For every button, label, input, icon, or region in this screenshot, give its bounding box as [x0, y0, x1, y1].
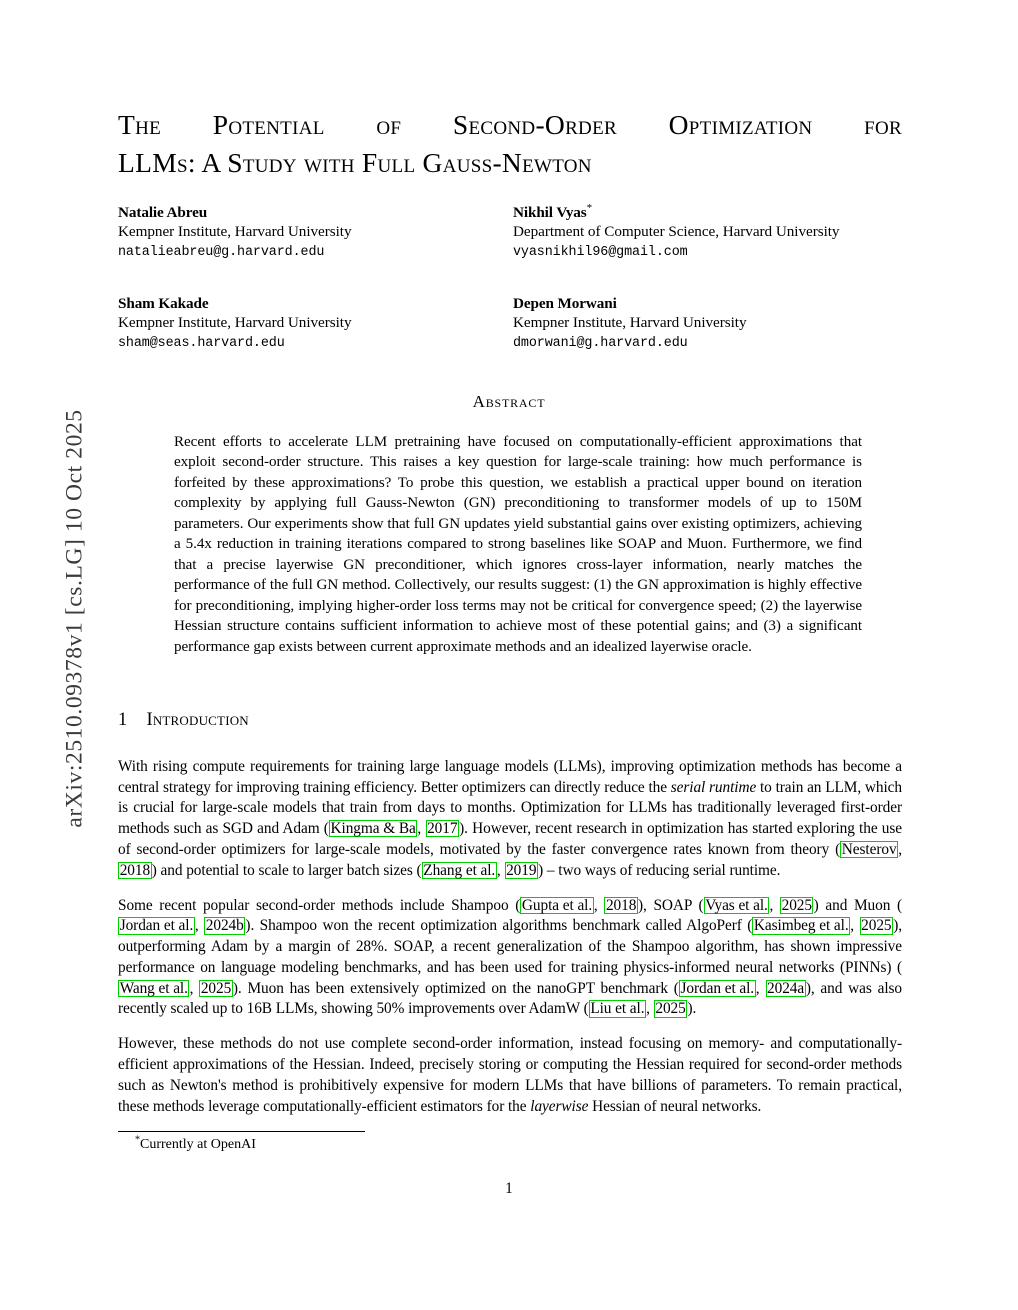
citation-year-link[interactable]: 2018: [119, 861, 151, 879]
author-name-text: Depen Morwani: [513, 295, 617, 312]
author-name: [118, 294, 513, 313]
footnote-marker: *: [135, 1134, 140, 1146]
author-email[interactable]: dmorwani@g.harvard.edu: [513, 336, 688, 351]
section-heading-introduction: [118, 710, 249, 731]
body-text: [118, 757, 902, 1117]
citation-year-link[interactable]: 2025: [861, 917, 892, 935]
text-run: ). Muon has been extensively optimized on the nanoGPT benchmark (: [232, 979, 679, 997]
author-name-text: Natalie Abreu: [118, 204, 208, 221]
citation-link[interactable]: Nesterov: [841, 840, 897, 858]
citation-link[interactable]: Jordan et al.: [680, 979, 755, 997]
citation-year-link[interactable]: 2024a: [767, 979, 805, 997]
footnote-divider: [118, 1131, 365, 1132]
author-name-text: Sham Kakade: [118, 295, 209, 312]
text-run: ). However, recent research in optimization has started exploring the use of second-order optimizers for large-scale models, motivated by the faster convergence rates known from theory (: [118, 820, 902, 858]
text-run: ). Shampoo won the recent optimization algorithms benchmark called AlgoPerf (: [245, 917, 753, 935]
citation-year-link[interactable]: 2017: [427, 820, 458, 838]
author-name-text: Nikhil Vyas: [513, 204, 587, 221]
citation-year-link[interactable]: 2024b: [205, 917, 244, 935]
text-run: Some recent popular second-order methods include Shampoo (: [118, 896, 521, 914]
citation-link[interactable]: Kasimbeg et al.: [753, 917, 849, 935]
author-row: [118, 203, 908, 263]
author-affiliation: Kempner Institute, Harvard University: [513, 314, 747, 331]
text-run: With rising compute requirements for training large language models (LLMs), improving optimization methods has become a central strategy for improving training efficiency. Better optimizers can directly reduce the: [118, 758, 902, 796]
text-run: ) – two ways of reducing serial runtime.: [538, 861, 781, 879]
text-run: to train an LLM, which is crucial for large-scale models that train from days to months. Optimization for LLMs has traditionally leveraged first-order methods such as SGD and Adam (: [118, 778, 902, 838]
author-affiliation: Kempner Institute, Harvard University: [118, 314, 352, 331]
paragraph-2: Some recent popular second-order methods include Shampoo ( Gupta et al. , 2018 ), SOAP ( Vyas et al. , 2025 ) and Muon (Jordan et al. , 2024b ). Shampoo won the recent optimization algorithms benchmark called AlgoPerf ( Kasimbeg et al. , 2025 ), outperforming Adam by a margin of 28%. SOAP, a recent generalization of the Shampoo algorithm, has shown impressive performance on language modeling benchmarks, and has been used for training physics-informed neural networks (PINNs) (Wang et al. , 2025 ). Muon has been extensively optimized on the nanoGPT benchmark ( Jordan et al. , 2024a ), and was also recently scaled up to 16B LLMs, showing 50% improvements over AdamW ( Liu et al. , 2025 ).: [118, 896, 902, 1018]
page-number: 1: [505, 1180, 513, 1197]
citation-year-link[interactable]: 2019: [506, 861, 537, 879]
author-entry: [513, 294, 908, 354]
text-run: ), and was also recently scaled up to 16B LLMs, showing 50% improvements over AdamW (: [118, 979, 902, 1018]
author-footnote-marker: *: [586, 201, 593, 214]
author-affiliation: Kempner Institute, Harvard University: [118, 223, 352, 240]
paragraph-3: [118, 1034, 902, 1117]
author-entry: [513, 203, 908, 263]
author-block: [118, 203, 908, 385]
author-entry: [118, 294, 513, 354]
abstract-heading: Abstract: [472, 392, 546, 411]
text-run: ) and potential to scale to larger batch sizes (: [151, 861, 422, 879]
title-line-2: LLMs: A Study with Full Gauss-Newton: [118, 147, 592, 178]
page-title: [118, 106, 902, 182]
author-entry: [118, 203, 513, 263]
author-name: [118, 203, 513, 222]
text-run: ), SOAP (: [638, 896, 704, 914]
author-affiliation: Department of Computer Science, Harvard University: [513, 223, 840, 240]
author-row: [118, 294, 908, 354]
footnote-text: Currently at OpenAI: [140, 1137, 256, 1152]
author-email[interactable]: natalieabreu@g.harvard.edu: [118, 245, 325, 260]
text-run: Hessian of neural networks.: [588, 1097, 762, 1115]
text-run: ), outperforming Adam by a margin of 28%. SOAP, a recent generalization of the Shampoo algorithm, has shown impressive performance on language modeling benchmarks, and has been used for training physics-informed neural networks (PINNs) (: [118, 917, 902, 976]
citation-year-link[interactable]: 2018: [605, 896, 637, 914]
citation-link[interactable]: Kingma & Ba: [330, 820, 416, 838]
footnote: [135, 1136, 256, 1154]
citation-link[interactable]: Zhang et al.: [423, 861, 496, 879]
citation-link[interactable]: Vyas et al.: [705, 896, 768, 914]
author-name: [513, 294, 908, 313]
text-run: ).: [687, 1000, 697, 1018]
citation-link[interactable]: Wang et al.: [119, 979, 188, 997]
citation-link[interactable]: Liu et al.: [590, 1000, 645, 1018]
author-name: [513, 203, 908, 222]
text-run: However, these methods do not use complete second-order information, instead focusing on memory- and computationally-efficient approximations of the Hessian. Indeed, precisely storing or computing the Hessian required for second-order methods such as Newton's method is prohibitively expensive for modern LLMs that have billions of parameters. To remain practical, these methods leverage computationally-efficient estimators for the: [118, 1035, 902, 1115]
citation-year-link[interactable]: 2025: [781, 896, 812, 914]
section-number: 1: [118, 710, 128, 730]
author-email[interactable]: sham@seas.harvard.edu: [118, 336, 285, 351]
abstract-body: Recent efforts to accelerate LLM pretraining have focused on computationally-efficient approximations that exploit second-order structure. This raises a key question for large-scale training: how much performance is forfeited by these approximations? To probe this question, we establish a practical upper bound on iteration complexity by applying full Gauss-Newton (GN) preconditioning to transformer models of up to 150M parameters. Our experiments show that full GN updates yield substantial gains over existing optimizers, achieving a 5.4x reduction in training iterations compared to strong baselines like SOAP and Muon. Furthermore, we find that a precise layerwise GN preconditioner, which ignores cross-layer information, nearly matches the performance of the full GN method. Collectively, our results suggest: (1) the GN approximation is highly effective for preconditioning, implying higher-order loss terms may not be critical for convergence speed; (2) the layerwise Hessian structure contains sufficient information to achieve most of these potential gains; and (3) a significant performance gap exists between current approximate methods and an idealized layerwise oracle.: [174, 434, 862, 655]
citation-year-link[interactable]: 2025: [655, 1000, 686, 1018]
citation-year-link[interactable]: 2025: [200, 979, 232, 997]
citation-link[interactable]: Gupta et al.: [521, 896, 593, 914]
author-email[interactable]: vyasnikhil96@gmail.com: [513, 245, 688, 260]
paragraph-1: With rising compute requirements for training large language models (LLMs), improving optimization methods has become a central strategy for improving training efficiency. Better optimizers can directly reduce the serial runtime to train an LLM, which is crucial for large-scale models that train from days to months. Optimization for LLMs has traditionally leveraged first-order methods such as SGD and Adam ( Kingma & Ba , 2017 ). However, recent research in optimization has started exploring the use of second-order optimizers for large-scale models, motivated by the faster convergence rates known from theory ( Nesterov , 2018 ) and potential to scale to larger batch sizes ( Zhang et al. , 2019 ) – two ways of reducing serial runtime.: [118, 758, 902, 879]
emphasis-layerwise: layerwise: [530, 1097, 589, 1115]
title-line-1: The Potential of Second-Order Optimization for: [118, 109, 902, 140]
emphasis-serial-runtime: serial runtime: [670, 778, 757, 796]
text-run: ) and Muon (: [813, 896, 902, 914]
citation-link[interactable]: Jordan et al.: [119, 917, 194, 935]
section-title: Introduction: [146, 710, 249, 730]
arxiv-stamp: arXiv:2510.09378v1 [cs.LG] 10 Oct 2025: [61, 409, 88, 828]
